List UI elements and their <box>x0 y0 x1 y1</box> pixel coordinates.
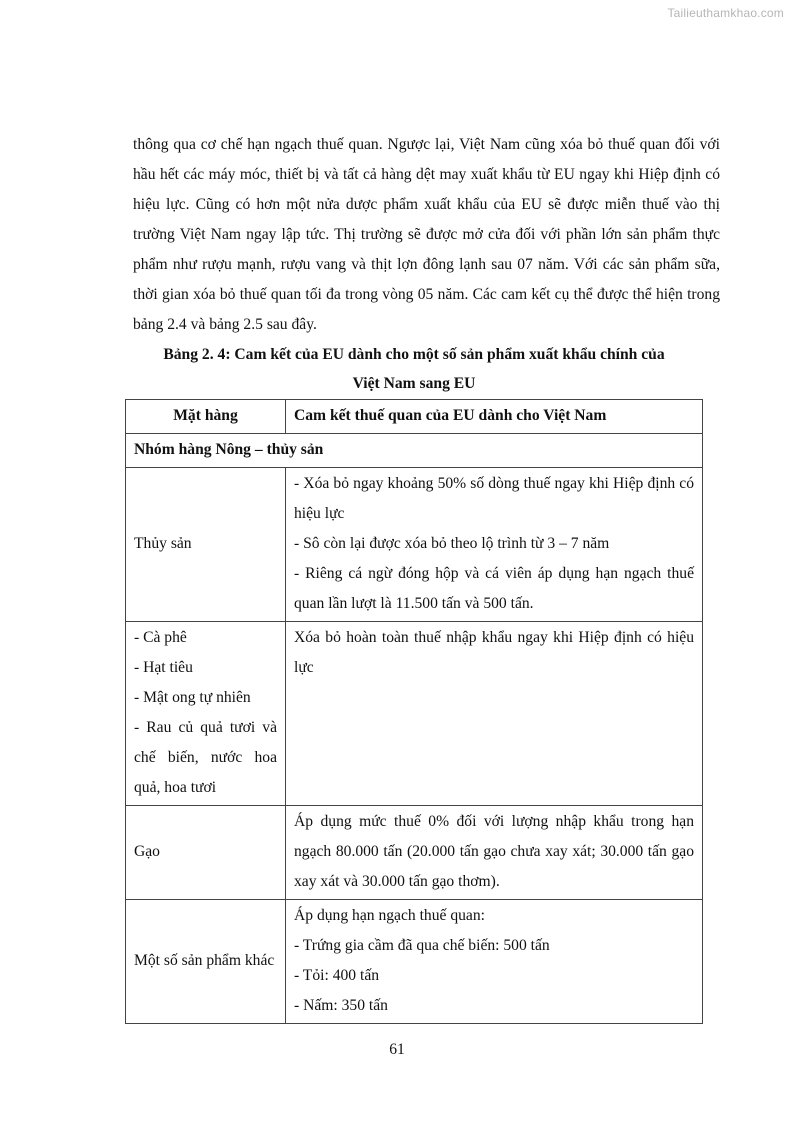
row-item: Một số sản phẩm khác <box>126 900 286 1024</box>
row-item <box>126 622 286 806</box>
paragraph-text: thông qua cơ chế hạn ngạch thuế quan. Ngược lại, Việt Nam cũng xóa bỏ thuế quan đối với hầu hết các máy móc, thiết bị và tất cả hàng dệt may xuất khẩu từ EU ngay khi Hiệp định có hiệu lực. Cũng có hơn một nửa dược phẩm xuất khẩu của EU sẽ được miễn thuế vào thị trường Việt Nam ngay lập tức. Thị trường sẽ được mở cửa đối với phần lớn sản phẩm thực phẩm như rượu mạnh, rượu vang và thịt lợn đông lạnh sau 07 năm. Với các sản phẩm sữa, thời gian xóa bỏ thuế quan tối đa trong vòng 05 năm. Các cam kết cụ thể được thể hiện trong bảng 2.4 và bảng 2.5 sau đây. <box>133 136 720 333</box>
commitment-line: - Xóa bỏ ngay khoảng 50% số dòng thuế ngay khi Hiệp định có hiệu lực <box>294 475 694 522</box>
watermark: Tailieuthamkhao.com <box>667 6 784 20</box>
table-row <box>126 622 703 806</box>
row-commitment <box>286 622 703 806</box>
table-title-line-2: Việt Nam sang EU <box>352 375 476 392</box>
commitment-line: Xóa bỏ hoàn toàn thuế nhập khẩu ngay khi Hiệp định có hiệu lực <box>294 629 694 676</box>
table-row <box>126 468 703 622</box>
table-row <box>126 900 703 1024</box>
table-row <box>126 806 703 900</box>
item-line: - Rau củ quả tươi và chế biến, nước hoa quả, hoa tươi <box>134 719 277 796</box>
table-group-row <box>126 434 703 468</box>
commitment-line: - Nấm: 350 tấn <box>294 997 388 1014</box>
commitment-line: - Riêng cá ngừ đóng hộp và cá viên áp dụng hạn ngạch thuế quan lần lượt là 11.500 tấn và 500 tấn. <box>294 565 694 612</box>
table-header-row <box>126 400 703 434</box>
header-commitment: Cam kết thuế quan của EU dành cho Việt Nam <box>286 400 703 434</box>
page-number: 61 <box>389 1041 405 1058</box>
row-commitment <box>286 468 703 622</box>
item-line: - Hạt tiêu <box>134 659 193 676</box>
row-item: Thủy sản <box>126 468 286 622</box>
commitment-line: - Trứng gia cầm đã qua chế biến: 500 tấn <box>294 937 550 954</box>
item-line: - Cà phê <box>134 629 187 646</box>
table-title-line-1: Bảng 2. 4: Cam kết của EU dành cho một số sản phẩm xuất khẩu chính của <box>163 346 665 363</box>
body-paragraph <box>133 130 720 340</box>
commitment-line: Áp dụng hạn ngạch thuế quan: <box>294 907 485 924</box>
row-commitment <box>286 900 703 1024</box>
row-commitment <box>286 806 703 900</box>
commitment-line: - Sô còn lại được xóa bỏ theo lộ trình từ 3 – 7 năm <box>294 535 610 552</box>
header-item: Mặt hàng <box>126 400 286 434</box>
commitment-line: - Tỏi: 400 tấn <box>294 967 380 984</box>
item-line: - Mật ong tự nhiên <box>134 689 251 706</box>
table-title <box>125 340 703 398</box>
row-item: Gạo <box>126 806 286 900</box>
group-label: Nhóm hàng Nông – thủy sản <box>126 434 703 468</box>
commitment-line: Áp dụng mức thuế 0% đối với lượng nhập khẩu trong hạn ngạch 80.000 tấn (20.000 tấn gạo chưa xay xát; 30.000 tấn gạo xay xát và 30.000 tấn gạo thơm). <box>294 813 694 890</box>
commitment-table <box>125 399 703 1024</box>
